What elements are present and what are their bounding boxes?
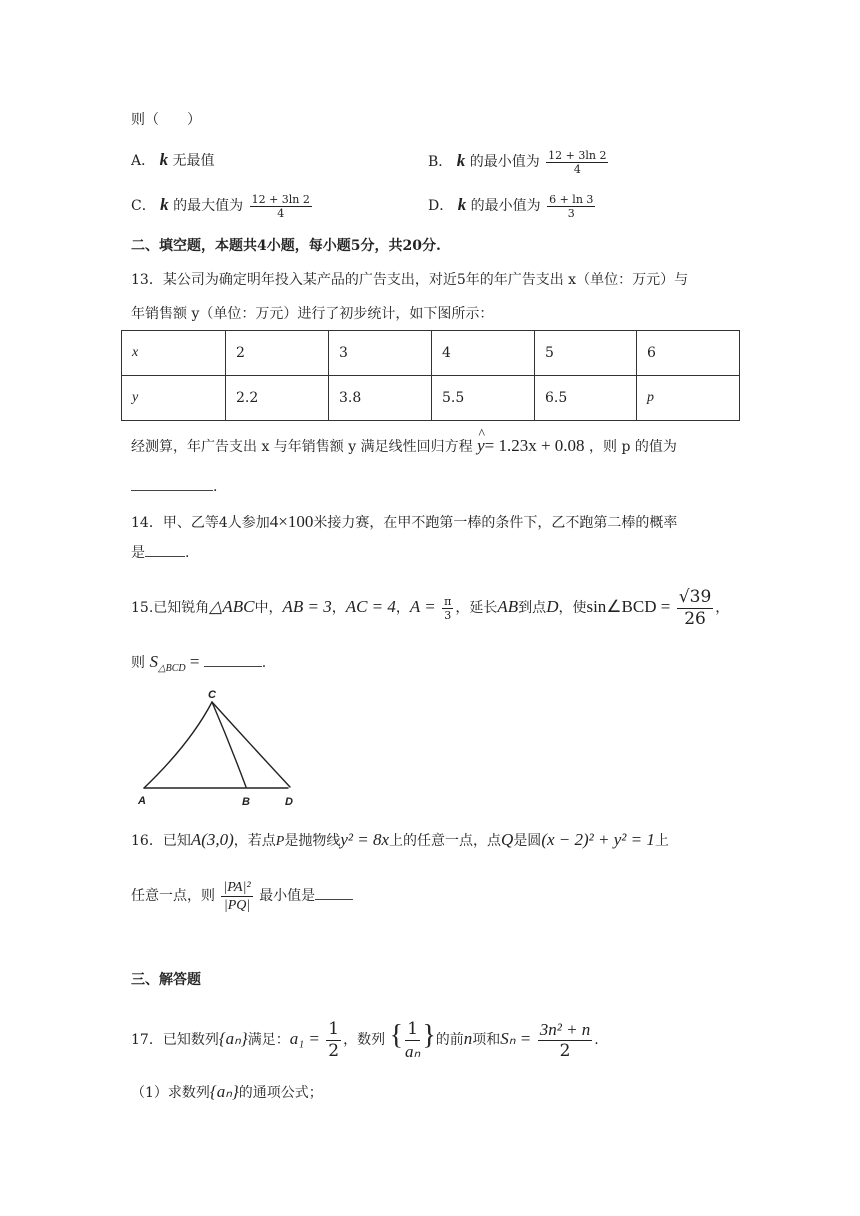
q17-inverse-fraction [405, 1019, 420, 1062]
q13-line2: 年销售额 y（单位：万元）进行了初步统计，如下图所示： [131, 306, 494, 322]
q17-sub-text: 的通项公式； [238, 1085, 323, 1101]
table-cell: p [637, 376, 740, 421]
section2-title: 二、填空题，本题共4小题，每小题5分，共20分. [131, 238, 441, 254]
q17-text: 满足： [247, 1032, 290, 1048]
fraction-numerator: 12 + 3ln 2 [548, 148, 607, 162]
q17-a1-fraction [326, 1019, 341, 1062]
q17-sn-fraction [538, 1019, 593, 1062]
q12-stem-end: 则（ ） [131, 112, 201, 128]
q15-sin: sin∠BCD = [586, 597, 671, 616]
q15-line2 [131, 650, 266, 681]
q14-text-a: 14．甲、乙等4人参加 [131, 515, 270, 531]
fraction-denominator: 3 [567, 206, 575, 220]
q15-area: S [149, 652, 158, 671]
q15-ab: AB = 3 [282, 597, 332, 616]
table-cell: 3.8 [329, 376, 432, 421]
q14-text-c: 是 [131, 545, 145, 561]
q16-parabola: y² = 8x [340, 830, 390, 849]
q17-text: ，数列 [343, 1032, 386, 1048]
table-cell: 6 [637, 331, 740, 376]
q14-line2 [131, 542, 189, 563]
side-ac [144, 702, 212, 788]
q13-regression-line [131, 434, 677, 459]
label-a: A [138, 795, 146, 807]
option-text: 的最小值为 [469, 154, 540, 170]
fraction-denominator: 4 [573, 162, 581, 176]
q16-ratio [221, 879, 252, 914]
q16-text: 16．已知 [131, 833, 191, 849]
fraction-denominator: 2 [328, 1040, 340, 1061]
fraction-numerator: |PA|² [223, 879, 251, 895]
label-c: C [208, 689, 216, 701]
q17-seq: {aₙ} [218, 1029, 248, 1048]
option-fraction [547, 193, 595, 220]
option-letter: A． [131, 153, 156, 169]
triangle-figure [130, 684, 330, 814]
table-cell: 4 [432, 331, 535, 376]
period: . [594, 1032, 599, 1048]
q16-circle: (x − 2)² + y² = 1 [541, 830, 655, 849]
period: . [185, 545, 190, 561]
q15-point-d: D [546, 597, 559, 616]
answer-blank [315, 885, 353, 900]
option-text: 的最大值为 [173, 198, 244, 214]
q17-sn: Sₙ = [500, 1029, 532, 1048]
option-var: k [159, 150, 169, 169]
q15-text: 中， [254, 600, 283, 616]
option-letter: C． [131, 198, 156, 214]
q17-sub-text: （1）求数列 [131, 1085, 210, 1101]
table-cell: 6.5 [535, 376, 637, 421]
fraction-denominator: aₙ [405, 1041, 421, 1061]
q16-text: ，若点 [233, 833, 276, 849]
q16-point-a: A(3,0) [190, 830, 234, 849]
side-cb [212, 702, 246, 787]
q15-text: ， [715, 600, 730, 616]
q15-angle-a: A = [409, 597, 436, 616]
table-cell: 2.2 [226, 376, 329, 421]
q12-option-a [131, 150, 215, 171]
option-var: k [456, 151, 466, 170]
label-d: D [285, 796, 293, 808]
option-text: 无最值 [172, 153, 215, 169]
table-cell: y [122, 376, 226, 421]
equation-body: = 1.23x + 0.08 [484, 436, 585, 455]
period: . [261, 655, 267, 671]
q15-text: 15.已知锐角 [131, 600, 210, 616]
fraction-numerator: 3n² + n [539, 1019, 591, 1039]
q17-line1 [131, 1012, 599, 1064]
equation-yhat: ^ y [477, 434, 485, 458]
q14-math: 4×100 [269, 512, 314, 531]
q15-area-sub: △BCD [157, 662, 186, 674]
q16-text: 任意一点，则 [131, 888, 215, 904]
q16-text: 是圆 [513, 833, 542, 849]
q15-text: 到点 [518, 600, 547, 616]
q16-text: 最小值是 [259, 888, 316, 904]
fraction-numerator: √39 [678, 586, 712, 607]
fraction-numerator: π [444, 594, 452, 608]
q16-text: 上 [654, 833, 669, 849]
q14-line1 [131, 510, 677, 535]
q15-text: ，使 [558, 600, 587, 616]
stats-table [121, 330, 740, 421]
table-cell: 2 [226, 331, 329, 376]
q17-sub-seq: {aₙ} [209, 1082, 239, 1101]
table-cell: x [122, 331, 226, 376]
q13-text-a: 经测算，年广告支出 x 与年销售额 y 满足线性回归方程 [131, 439, 473, 455]
q15-angle-fraction [442, 595, 453, 622]
q16-line2 [131, 876, 353, 916]
q15-text: ， [395, 600, 410, 616]
table-row [122, 376, 740, 421]
q15-line1 [131, 584, 729, 631]
option-fraction [250, 193, 312, 220]
q17-n: n [463, 1029, 473, 1048]
q16-text: 上的任意一点，点 [389, 833, 502, 849]
option-var: k [457, 195, 467, 214]
q15-ab2: AB [497, 597, 519, 616]
q15-text: ， [331, 600, 346, 616]
q12-option-d [428, 188, 597, 223]
q17-text: 17．已知数列 [131, 1032, 219, 1048]
q15-triangle: △ABC [209, 597, 255, 616]
answer-blank [131, 476, 213, 491]
fraction-numerator: 12 + 3ln 2 [251, 192, 310, 206]
fraction-numerator: 6 + ln 3 [549, 192, 594, 206]
brace-right: } [422, 1020, 436, 1051]
table-cell: 5.5 [432, 376, 535, 421]
q16-line1 [131, 826, 669, 856]
fraction-denominator: 2 [559, 1040, 571, 1061]
table-cell: 5 [535, 331, 637, 376]
option-letter: B． [428, 154, 453, 170]
q17-sub1 [131, 1080, 323, 1105]
table-cell: 3 [329, 331, 432, 376]
side-cd [212, 702, 290, 787]
q15-text: ，延长 [455, 600, 498, 616]
option-fraction [546, 149, 608, 176]
label-b: B [242, 796, 250, 808]
q13-line1: 13．某公司为确定明年投入某产品的广告支出，对近5年的年广告支出 x（单位：万元）与 [131, 272, 689, 288]
brace-left: { [389, 1020, 404, 1051]
q17-text: 的前 [435, 1032, 464, 1048]
fraction-denominator: 4 [277, 206, 285, 220]
fraction-denominator: |PQ| [223, 897, 251, 913]
answer-blank [145, 542, 185, 557]
q12-option-b [428, 144, 610, 179]
q17-text: 项和 [472, 1032, 501, 1048]
option-letter: D． [428, 198, 454, 214]
q15-sin-fraction [677, 587, 713, 630]
fraction-denominator: 3 [444, 608, 452, 622]
period: . [213, 479, 218, 495]
q16-q: Q [501, 830, 514, 849]
option-var: k [160, 195, 169, 214]
q15-eq: = [185, 652, 204, 671]
fraction-numerator: 1 [328, 1018, 340, 1039]
q14-text-b: 米接力赛，在甲不跑第一棒的条件下，乙不跑第二棒的概率 [313, 515, 678, 531]
q16-p: P [275, 834, 285, 849]
q13-text-b: ，则 p 的值为 [589, 439, 677, 455]
q15-text: 则 [131, 655, 145, 671]
fraction-denominator: 26 [684, 608, 706, 629]
answer-blank [204, 652, 262, 667]
section3-title: 三、解答题 [131, 972, 201, 988]
fraction-numerator: 1 [407, 1018, 419, 1039]
table-row [122, 331, 740, 376]
q13-answer-line [131, 476, 217, 497]
q17-a1: a₁ = [289, 1029, 320, 1048]
q12-option-c [131, 188, 314, 223]
q16-text: 是抛物线 [284, 833, 341, 849]
option-text: 的最小值为 [470, 198, 541, 214]
q15-ac: AC = 4 [345, 597, 396, 616]
